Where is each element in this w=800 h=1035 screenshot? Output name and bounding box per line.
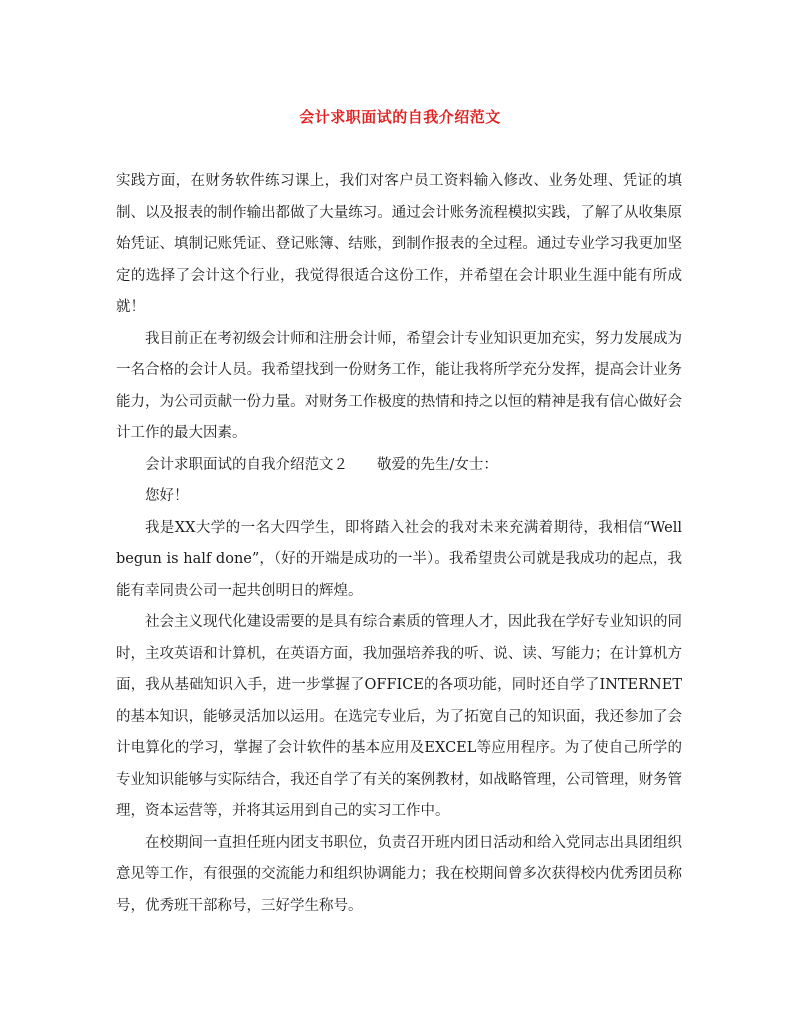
paragraph-greeting: 您好！ xyxy=(145,488,189,504)
document-title: 会计求职面试的自我介绍范文 xyxy=(299,108,501,126)
paragraph-campus-roles: 在校期间一直担任班内团支书职位，负责召开班内团日活动和给入党同志出具团组织意见等工作，有很强的交流能力和组织协调能力；我在校期间曾多次获得校内优秀团员称号，优秀班干部称号，三好学生称号。 xyxy=(116,834,682,914)
paragraph-skills: 社会主义现代化建设需要的是具有综合素质的管理人才，因此我在学好专业知识的同时，主攻英语和计算机，在英语方面，我加强培养我的听、说、读、写能力；在计算机方面，我从基础知识入手，进一步掌握了OFFICE的各项功能，同时还自学了INTERNET的基本知识，能够灵活加以运用。在选完专业后，为了拓宽自己的知识面，我还参加了会计电算化的学习，掌握了会计软件的基本应用及EXCEL等应用程序。为了使自己所学的专业知识能够与实际结合，我还自学了有关的案例教材，如战略管理，公司管理，财务管理，资本运营等，并将其运用到自己的实习工作中。 xyxy=(116,614,682,819)
paragraph-practice: 实践方面，在财务软件练习课上，我们对客户员工资料输入修改、业务处理、凭证的填制、以及报表的制作输出都做了大量练习。通过会计账务流程模拟实践，了解了从收集原始凭证、填制记账凭证、登记账簿、结账，到制作报表的全过程。通过专业学习我更加坚定的选择了会计这个行业，我觉得很适合这份工作，并希望在会计职业生涯中能有所成就！ xyxy=(116,173,682,315)
paragraph-career-goal: 我目前正在考初级会计师和注册会计师，希望会计专业知识更加充实，努力发展成为一名合格的会计人员。我希望找到一份财务工作，能让我将所学充分发挥，提高会计业务能力，为公司贡献一份力量。对财务工作极度的热情和持之以恒的精神是我有信心做好会计工作的最大因素。 xyxy=(116,330,682,441)
paragraph-sample-2-heading: 会计求职面试的自我介绍范文２ 敬爱的先生/女士： xyxy=(145,456,498,473)
document-body xyxy=(116,166,682,922)
paragraph-introduction: 我是XX大学的一名大四学生，即将踏入社会的我对未来充满着期待，我相信“Well begun is half done”，（好的开端是成功的一半）。我希望贵公司就是我成功的起点，我能有幸同贵公司一起共创明日的辉煌。 xyxy=(116,519,682,599)
